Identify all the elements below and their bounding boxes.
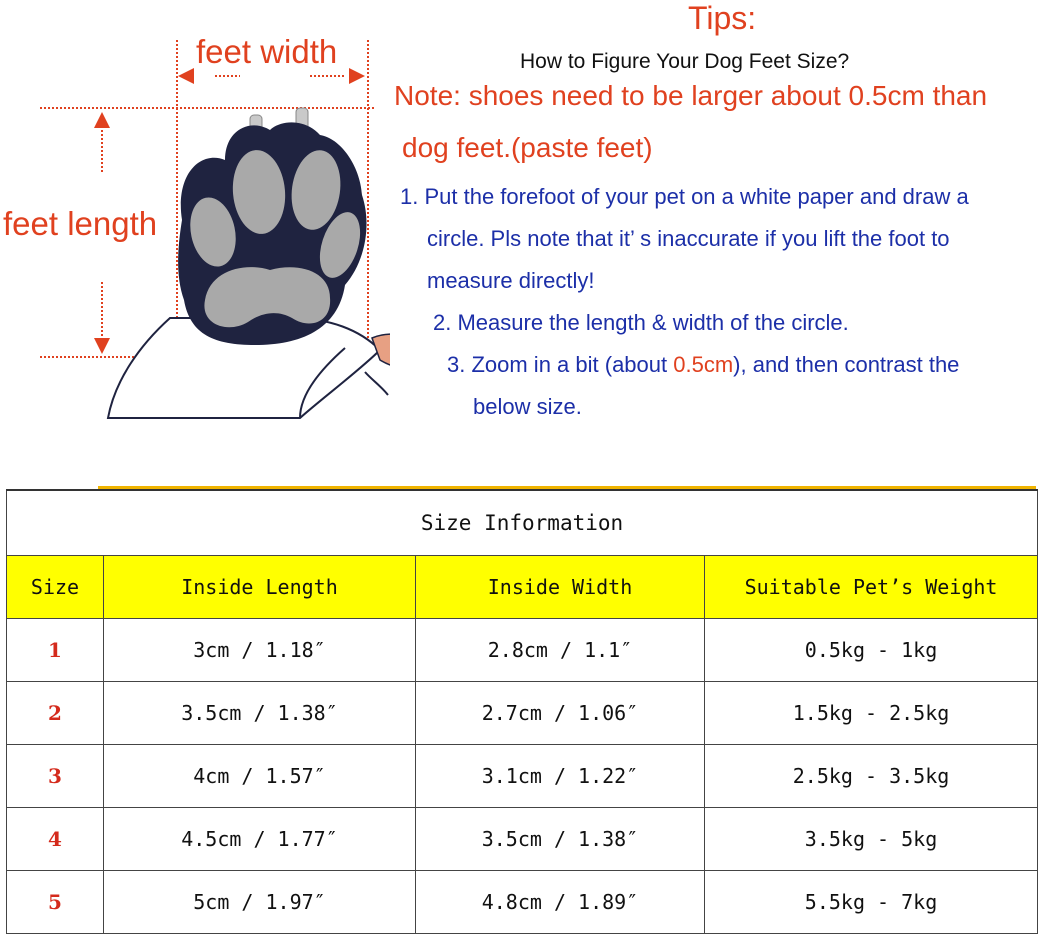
- table-caption: Size Information: [7, 490, 1038, 556]
- width-cell: 3.1cm / 1.22″: [416, 745, 705, 808]
- step-3-highlight: 0.5cm: [673, 352, 734, 377]
- step-1-line-1: 1. Put the forefoot of your pet on a white paper and draw a: [400, 184, 969, 209]
- table-row: [7, 871, 1038, 934]
- step-3-line-2: below size.: [473, 394, 582, 419]
- header-size: Size: [7, 556, 104, 619]
- size-cell: 4: [7, 808, 104, 871]
- step-3-pre: 3. Zoom in a bit (about: [447, 352, 674, 377]
- feet-width-label: feet width: [196, 33, 338, 70]
- size-cell: 1: [7, 619, 104, 682]
- width-cell: 2.8cm / 1.1″: [416, 619, 705, 682]
- length-cell: 4cm / 1.57″: [104, 745, 416, 808]
- size-cell: 3: [7, 745, 104, 808]
- size-table: [6, 489, 1037, 934]
- table-row: [7, 682, 1038, 745]
- step-2: 2. Measure the length & width of the circle.: [433, 310, 849, 335]
- note-line-2: dog feet.(paste feet): [402, 132, 653, 163]
- note-line-1: Note: shoes need to be larger about 0.5cm than: [394, 80, 988, 111]
- length-cell: 5cm / 1.97″: [104, 871, 416, 934]
- weight-cell: 2.5kg - 3.5kg: [705, 745, 1038, 808]
- weight-cell: 0.5kg - 1kg: [705, 619, 1038, 682]
- width-cell: 2.7cm / 1.06″: [416, 682, 705, 745]
- step-3-post: ), and then contrast the: [733, 352, 960, 377]
- table-row: [7, 619, 1038, 682]
- feet-length-label: feet length: [3, 205, 158, 242]
- step-1-line-3: measure directly!: [427, 268, 595, 293]
- header-inside-length: Inside Length: [104, 556, 416, 619]
- header-weight: Suitable Pet’s Weight: [705, 556, 1038, 619]
- size-cell: 2: [7, 682, 104, 745]
- weight-cell: 3.5kg - 5kg: [705, 808, 1038, 871]
- length-cell: 3cm / 1.18″: [104, 619, 416, 682]
- length-cell: 3.5cm / 1.38″: [104, 682, 416, 745]
- step-3-line-1: [447, 352, 959, 378]
- paw-measurement-illustration: [0, 0, 390, 420]
- step-1-line-2: circle. Pls note that it’ s inaccurate if you lift the foot to: [427, 226, 950, 251]
- weight-cell: 1.5kg - 2.5kg: [705, 682, 1038, 745]
- tips-title: Tips:: [688, 0, 757, 36]
- weight-cell: 5.5kg - 7kg: [705, 871, 1038, 934]
- width-cell: 4.8cm / 1.89″: [416, 871, 705, 934]
- width-cell: 3.5cm / 1.38″: [416, 808, 705, 871]
- tips-subtitle: How to Figure Your Dog Feet Size?: [520, 50, 850, 73]
- table-row: [7, 808, 1038, 871]
- length-cell: 4.5cm / 1.77″: [104, 808, 416, 871]
- table-row: [7, 745, 1038, 808]
- size-cell: 5: [7, 871, 104, 934]
- table-header-row: [7, 556, 1038, 619]
- header-inside-width: Inside Width: [416, 556, 705, 619]
